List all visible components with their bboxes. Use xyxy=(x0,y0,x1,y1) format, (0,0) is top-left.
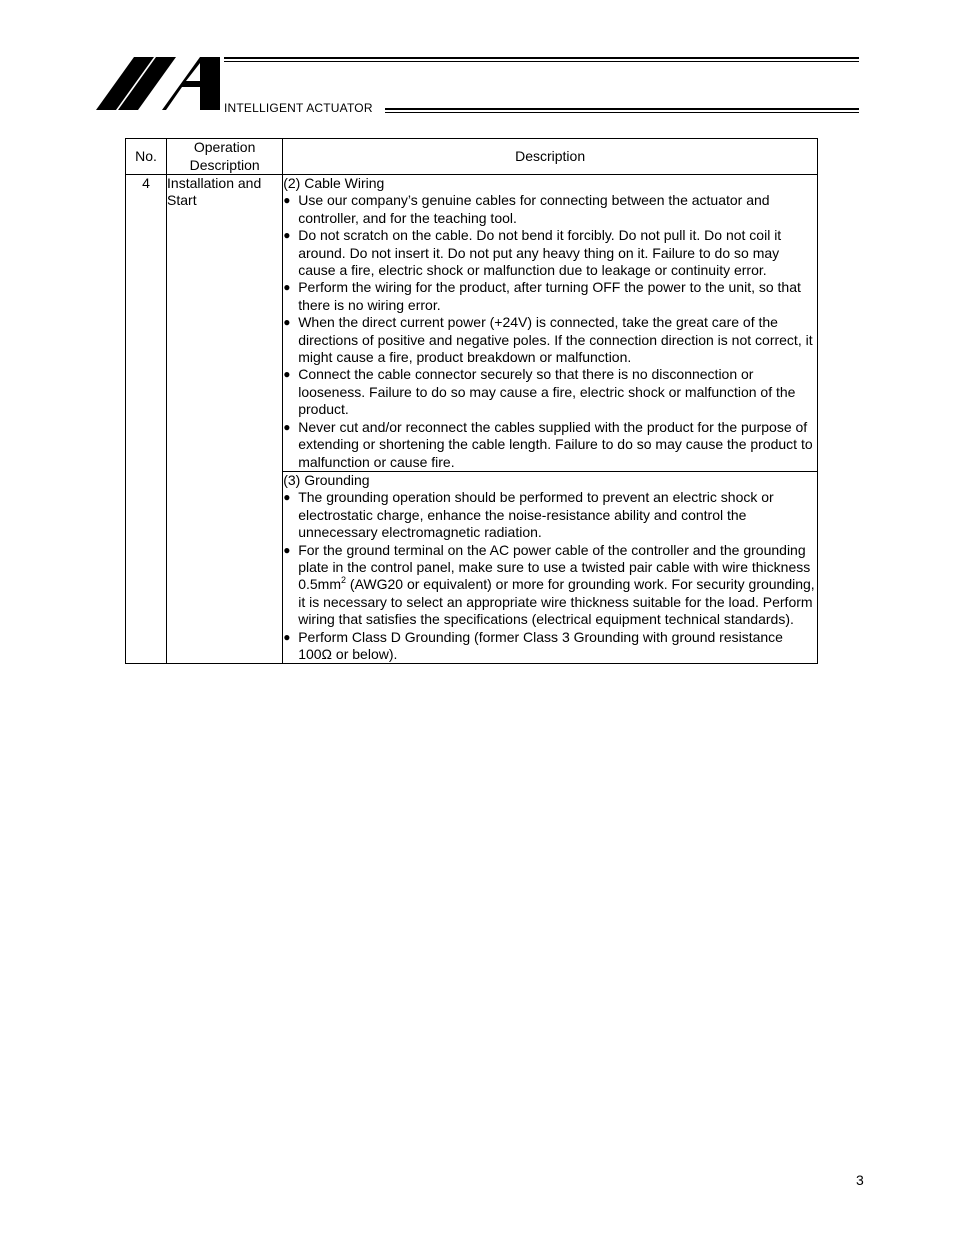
text-segment: For the ground terminal on the AC power cable of the controller and the grounding plate in the control panel, make sure to use a twisted pair cable with wire thickness 0.5mm xyxy=(298,541,811,593)
header-no: No. xyxy=(126,139,167,175)
header-operation: Operation Description xyxy=(167,139,283,175)
list-item: ● Use our company’s genuine cables for connecting between the actuator and controller, and for the teaching tool. xyxy=(283,192,817,227)
list-item: ● The grounding operation should be performed to prevent an electric shock or electrostatic charge, enhance the noise-resistance ability and control the unnecessary electromagnetic radiation. xyxy=(283,489,817,541)
section-title: (3) Grounding xyxy=(283,471,370,488)
section-title: (2) Cable Wiring xyxy=(283,175,385,191)
section-grounding xyxy=(283,471,818,663)
list-item: ● Connect the cable connector securely so that there is no disconnection or looseness. Failure to do so may cause a fire, electric shock or malfunction of the product. xyxy=(283,366,817,418)
page-header xyxy=(0,0,954,125)
table-header-row xyxy=(126,139,818,175)
row-no: 4 xyxy=(126,175,167,664)
list-item: ● Perform the wiring for the product, after turning OFF the power to the unit, so that there is no wiring error. xyxy=(283,279,817,314)
page-number: 3 xyxy=(856,1172,864,1188)
list-item xyxy=(283,542,817,629)
text-segment: (AWG20 or equivalent) or more for grounding work. For security grounding, it is necessary to select an appropriate wire thickness suitable for the load. Perform wiring that satisfies the specifications (electrical equipment technical standards). xyxy=(298,576,815,628)
bullet-list xyxy=(283,192,817,471)
iai-logo-icon xyxy=(96,57,220,111)
table-row xyxy=(126,175,818,472)
list-item: ● Do not scratch on the cable. Do not bend it forcibly. Do not pull it. Do not coil it around. Do not insert it. Do not put any heavy thing on it. Failure to do so may cause a fire, electric shock or malfunction due to leakage or continuity error. xyxy=(283,227,817,279)
row-operation: Installation and Start xyxy=(167,175,283,664)
brand-name: INTELLIGENT ACTUATOR xyxy=(224,101,373,115)
header-rule xyxy=(224,61,859,62)
header-description: Description xyxy=(283,139,818,175)
list-item: ● Never cut and/or reconnect the cables supplied with the product for the purpose of extending or shortening the cable length. Failure to do so may cause the product to malfunction or cause fire. xyxy=(283,419,817,471)
superscript: 2 xyxy=(341,575,347,586)
bullet-list xyxy=(283,489,817,663)
header-rule xyxy=(224,57,859,59)
section-cable-wiring xyxy=(283,175,818,472)
list-item: ● When the direct current power (+24V) is connected, take the great care of the directions of positive and negative poles. If the connection direction is not correct, it might cause a fire, product breakdown or malfunction. xyxy=(283,314,817,366)
header-rule xyxy=(385,112,859,113)
list-item: ● Perform Class D Grounding (former Class 3 Grounding with ground resistance 100Ω or below). xyxy=(283,629,817,664)
safety-table xyxy=(125,138,818,664)
header-rule xyxy=(385,108,859,110)
